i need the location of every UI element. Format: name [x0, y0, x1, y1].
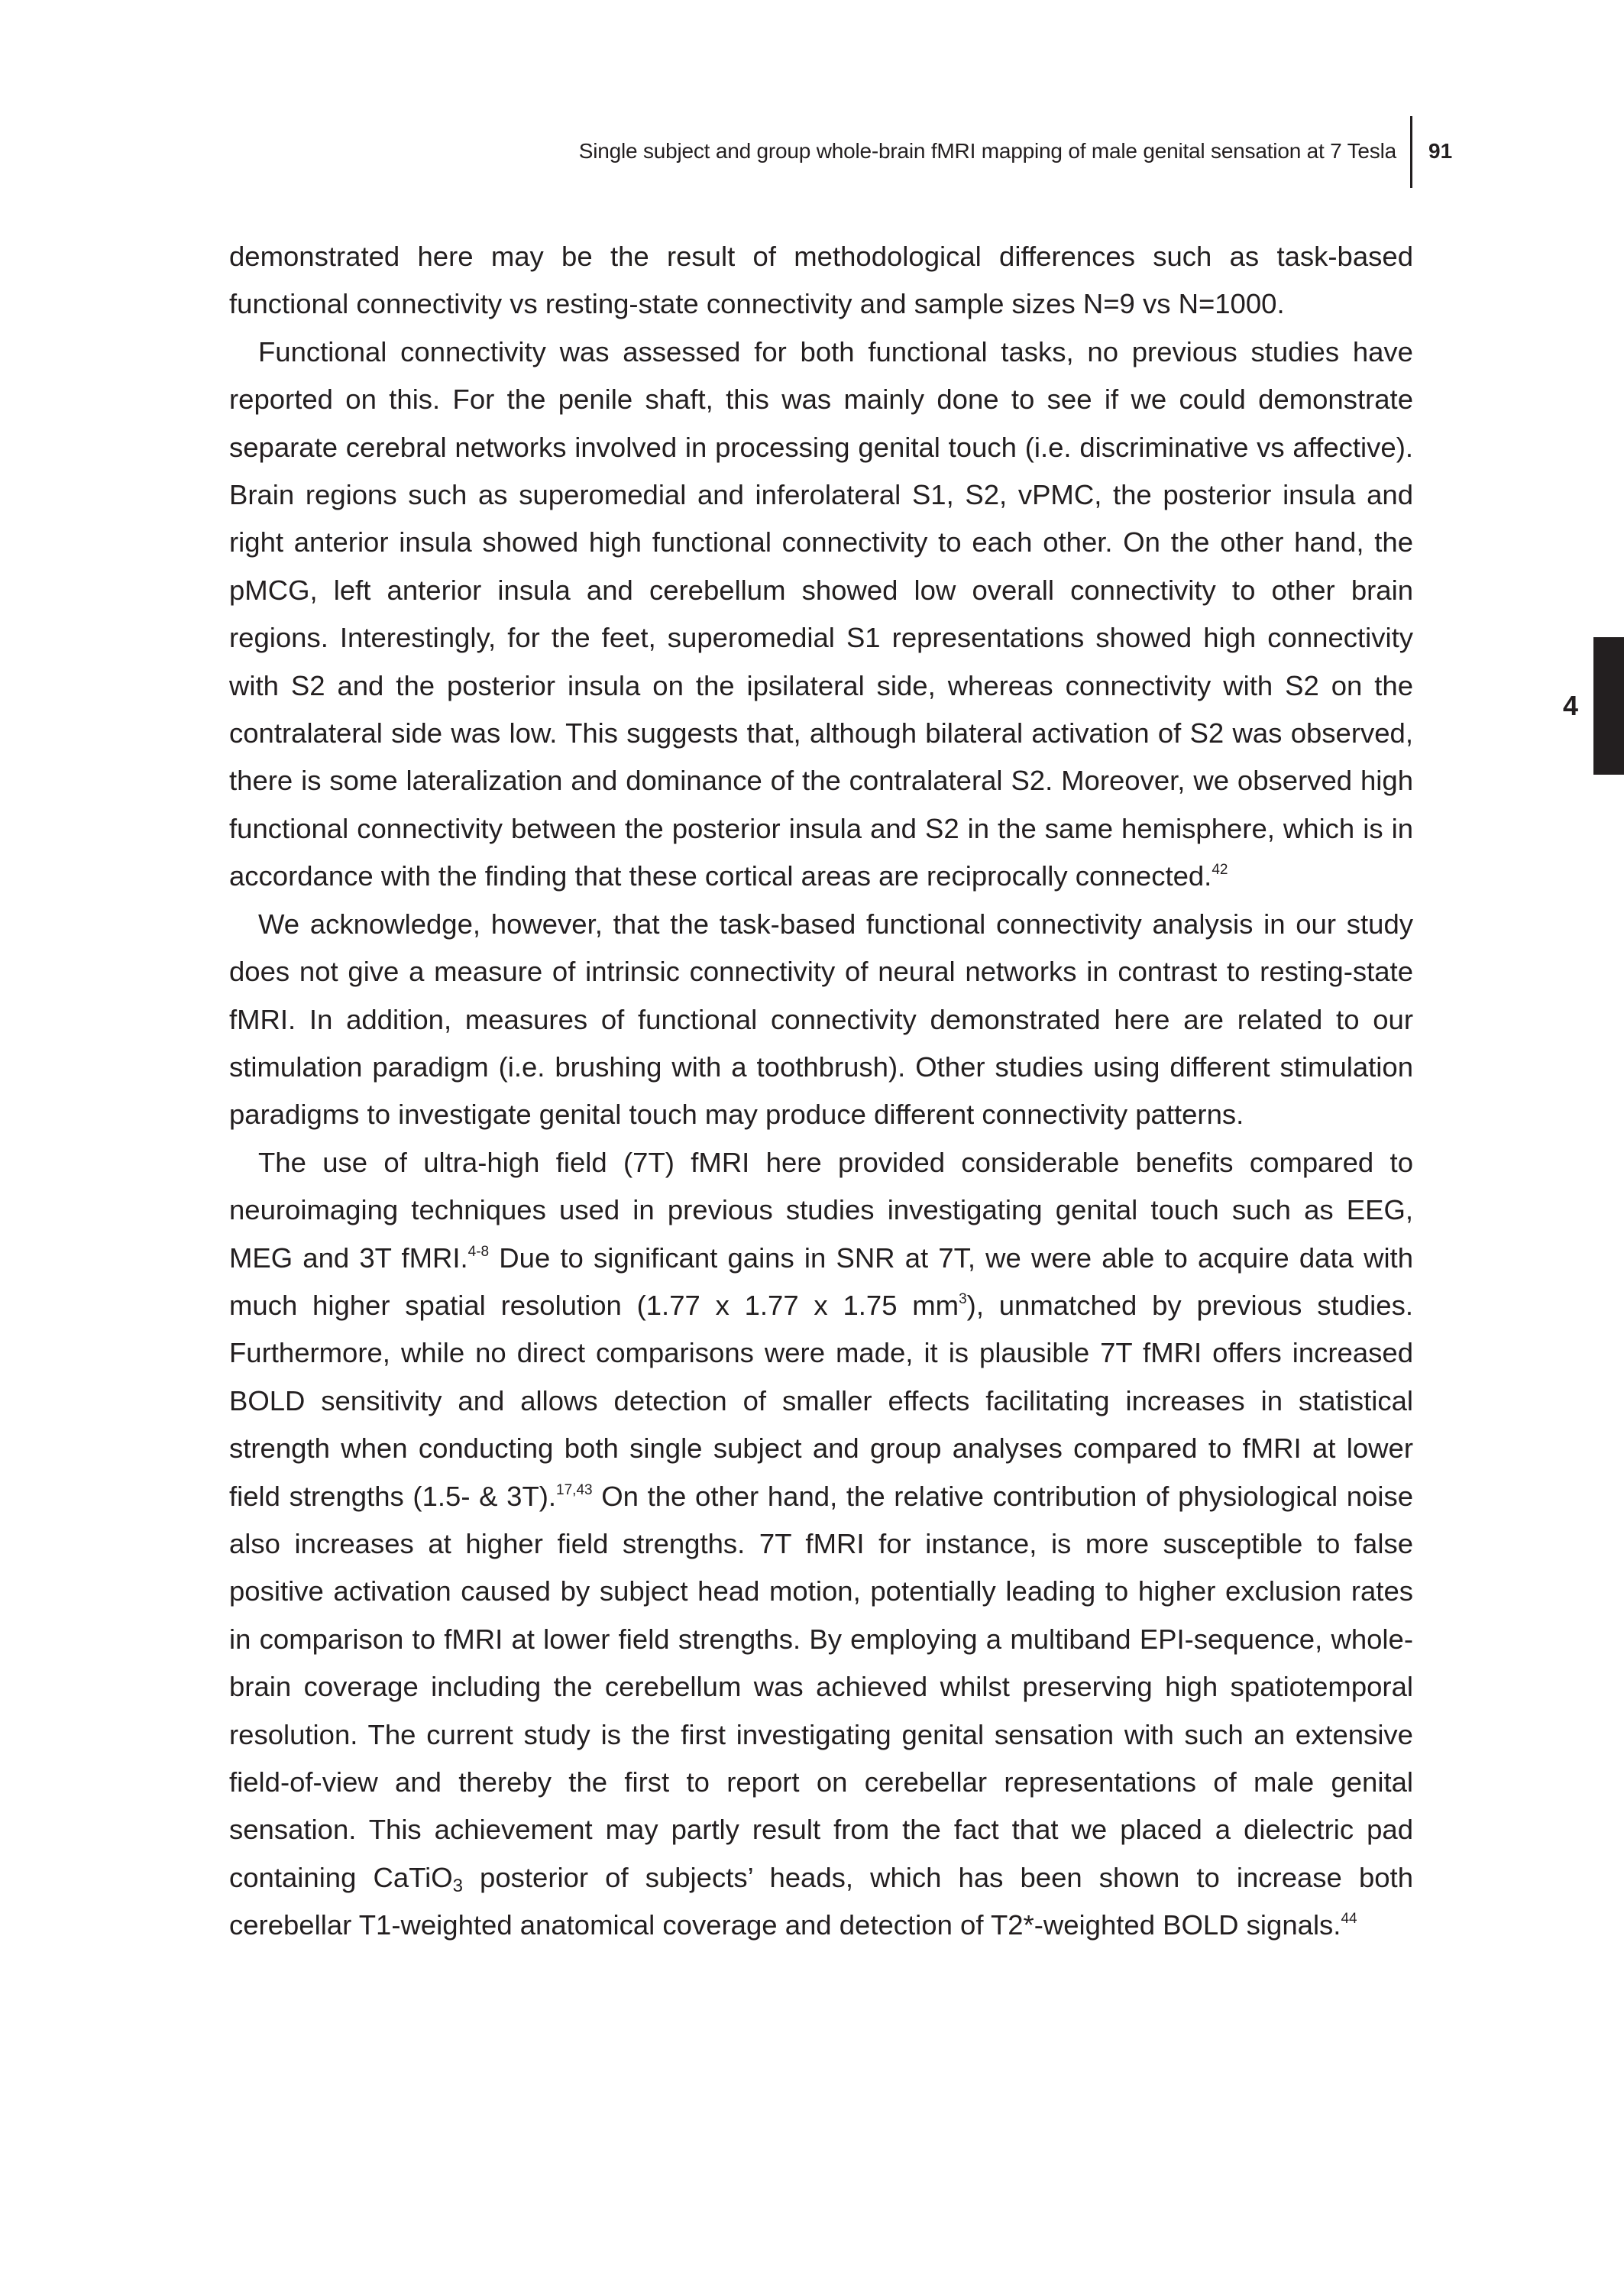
paragraph-text: ), unmatched by previous studies. Furthermore, while no direct comparisons were made, it is plausible 7T fMRI offers increased BOLD sensitivity and allows detection of smaller effects facilitating increases in statistical strength when conducting both single subject and group analyses compared to fMRI at lower field strengths (1.5- & 3T).	[229, 1289, 1413, 1512]
citation-superscript: 4-8	[467, 1243, 490, 1260]
paragraph-text: demonstrated here may be the result of methodological differences such as task-based functional connectivity vs resting-state connectivity and sample sizes N=9 vs N=1000.	[229, 241, 1413, 320]
paragraph-4	[229, 1139, 1413, 1950]
citation-superscript: 44	[1341, 1911, 1357, 1928]
paragraph-text: On the other hand, the relative contribution of physiological noise also increases at higher field strengths. 7T fMRI for instance, is more susceptible to false positive activation caused by subject head motion, potentially leading to higher exclusion rates in comparison to fMRI at lower field strengths. By employing a multiband EPI-sequence, whole-brain coverage including the cerebellum was achieved whilst preserving high spatiotemporal resolution. The current study is the first investigating genital sensation with such an extensive field-of-view and thereby the first to report on cerebellar representations of male genital sensation. This achievement may partly result from the fact that we placed a dielectric pad containing CaTiO	[229, 1480, 1413, 1893]
body-text	[229, 233, 1413, 1950]
paragraph-text: We acknowledge, however, that the task-based functional connectivity analysis in our study does not give a measure of intrinsic connectivity of neural networks in contrast to resting-state fMRI. In addition, measures of functional connectivity demonstrated here are related to our stimulation paradigm (i.e. brushing with a toothbrush). Other studies using different stimulation paradigms to investigate genital touch may produce different connectivity patterns.	[229, 908, 1413, 1131]
chemical-subscript: 3	[452, 1875, 463, 1896]
header-divider	[1410, 116, 1412, 188]
chapter-number: 4	[1563, 690, 1579, 721]
page-number: 91	[1428, 139, 1453, 163]
paragraph-3	[229, 901, 1413, 1139]
paragraph-1	[229, 233, 1413, 329]
unit-superscript: 3	[959, 1290, 967, 1307]
paragraph-2	[229, 329, 1413, 901]
paragraph-text: Functional connectivity was assessed for both functional tasks, no previous studies have reported on this. For the penile shaft, this was mainly done to see if we could demonstrate separate cerebral networks involved in processing genital touch (i.e. discriminative vs affective). Brain regions such as superomedial and inferolateral S1, S2, vPMC, the posterior insula and right anterior insula showed high functional connectivity to each other. On the other hand, the pMCG, left anterior insula and cerebellum showed low overall connectivity to other brain regions. Interestingly, for the feet, superomedial S1 representations showed high connectivity with S2 and the posterior insula on the ipsilateral side, whereas connectivity with S2 on the contralateral side was low. This suggests that, although bilateral activation of S2 was observed, there is some lateralization and dominance of the contralateral S2. Moreover, we observed high functional connectivity between the posterior insula and S2 in the same hemisphere, which is in accordance with the finding that these cortical areas are reciprocally connected.	[229, 335, 1413, 892]
chapter-tab-marker	[1593, 637, 1624, 775]
citation-superscript: 17,43	[556, 1481, 593, 1498]
paragraph-text: The use of ultra-high field (7T) fMRI here provided considerable benefits compared to neuroimaging techniques used in previous studies investigating genital touch such as EEG, MEG and 3T fMRI.	[229, 1146, 1413, 1274]
citation-superscript: 42	[1212, 862, 1228, 879]
paragraph-text: posterior of subjects’ heads, which has been shown to increase both cerebellar T1-weighted anatomical coverage and detection of T2*-weighted BOLD signals.	[229, 1861, 1413, 1941]
running-header-title: Single subject and group whole-brain fMRI mapping of male genital sensation at 7 Tesla	[578, 139, 1396, 163]
paragraph-text: Due to significant gains in SNR at 7T, we were able to acquire data with much higher spatial resolution (1.77 x 1.77 x 1.75 mm	[229, 1242, 1413, 1321]
